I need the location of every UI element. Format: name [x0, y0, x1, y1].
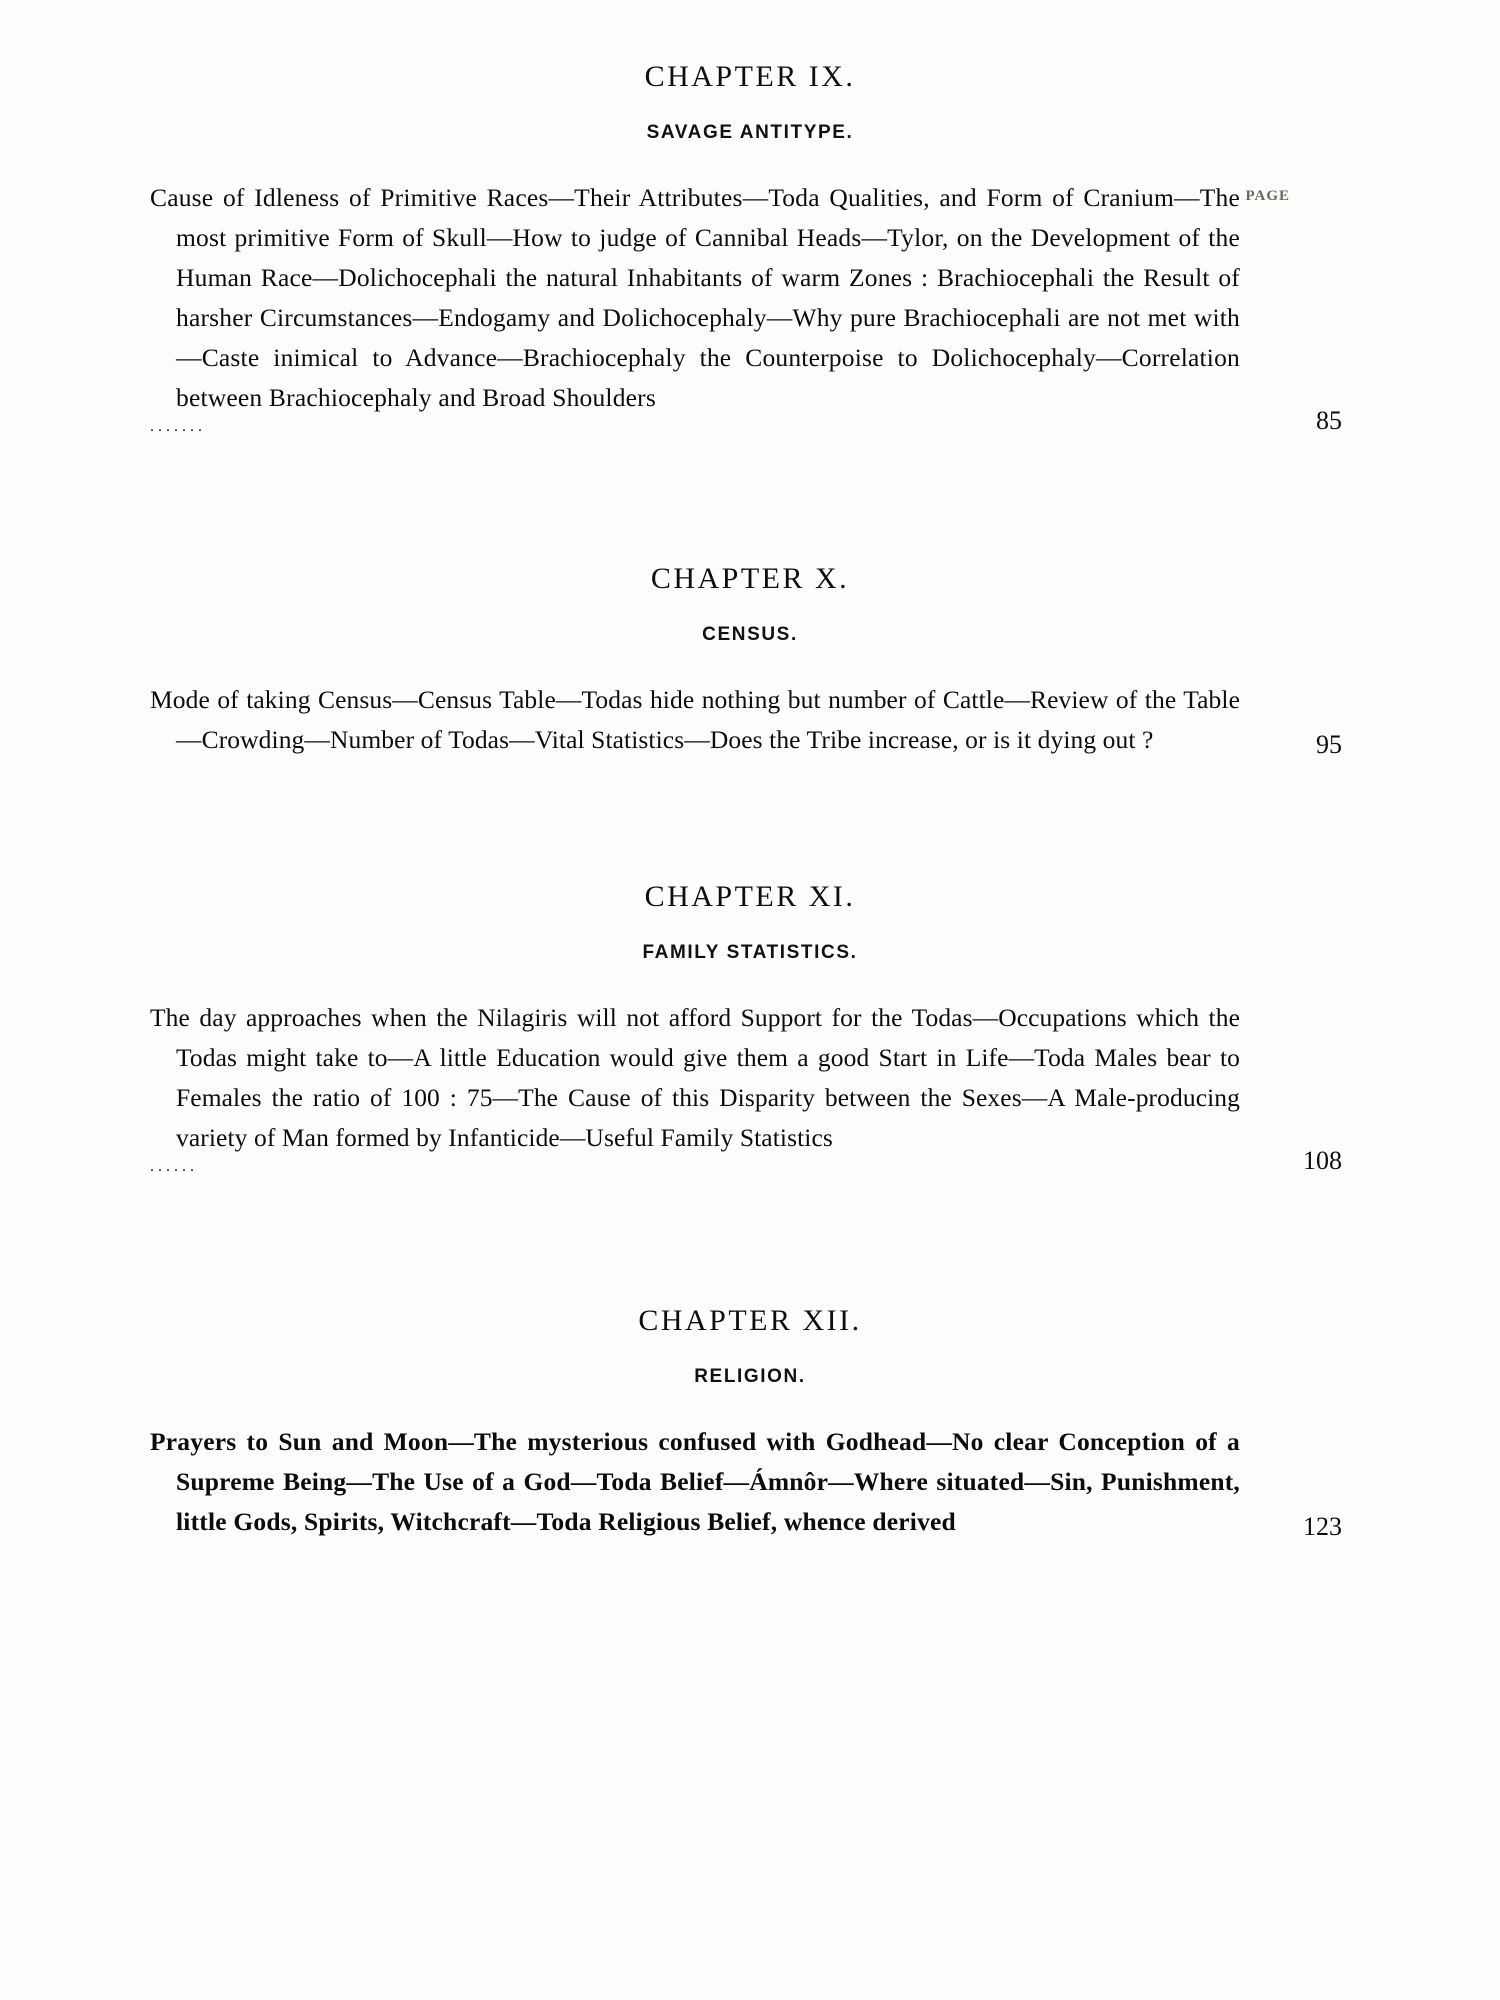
chapter-summary-row — [150, 178, 1350, 436]
chapter-summary-text: Mode of taking Census—Census Table—Todas hide nothing but number of Cattle—Review of the Table—Crowding—Number of Todas—Vital Statistics—Does the Tribe increase, or is it dying out ? — [150, 685, 1240, 754]
chapter-title: CHAPTER XII. — [638, 1304, 862, 1337]
chapter-title: CHAPTER IX. — [644, 60, 856, 93]
toc-entry-chapter-xi — [150, 880, 1350, 1176]
chapter-subtitle: CENSUS. — [702, 624, 798, 645]
chapter-title: CHAPTER X. — [650, 562, 850, 595]
page-number: 85 — [1316, 406, 1342, 435]
dot-leader: . . . . . . — [150, 1158, 194, 1175]
page-number: 108 — [1303, 1146, 1342, 1175]
chapter-title: CHAPTER XI. — [644, 880, 856, 913]
page-number: 123 — [1303, 1512, 1342, 1541]
chapter-summary-row — [150, 998, 1350, 1176]
page-column-header: PAGE — [1245, 188, 1290, 204]
page-number: 95 — [1316, 730, 1342, 759]
chapter-subtitle: FAMILY STATISTICS. — [642, 942, 858, 963]
toc-entry-chapter-xii — [150, 1304, 1350, 1542]
dot-leader: . . . . . . . — [150, 418, 202, 435]
chapter-summary-text: The day approaches when the Nilagiris will not afford Support for the Todas—Occupations which the Todas might take to—A little Education would give them a good Start in Life—Toda Males bear to Females the ratio of 100 : 75—The Cause of this Disparity between the Sexes—A Male-producing variety of Man formed by Infanticide—Useful Family Statistics — [150, 1003, 1240, 1152]
chapter-summary-text: Cause of Idleness of Primitive Races—Their Attributes—Toda Qualities, and Form of Cranium—The most primitive Form of Skull—How to judge of Cannibal Heads—Tylor, on the Development of the Human Race—Dolichocephali the natural Inhabitants of warm Zones : Brachiocephali the Result of harsher Circumstances—Endogamy and Dolichocephaly—Why pure Brachiocephali are not met with—Caste inimical to Advance—Brachiocephaly the Counterpoise to Dolichocephaly—Correlation between Brachiocephaly and Broad Shoulders — [150, 183, 1240, 412]
chapter-summary-row — [150, 1422, 1350, 1542]
chapter-summary-row — [150, 680, 1350, 760]
chapter-subtitle: RELIGION. — [694, 1366, 806, 1387]
toc-entry-chapter-x — [150, 562, 1350, 760]
chapter-subtitle: SAVAGE ANTITYPE. — [646, 122, 854, 143]
toc-entry-chapter-ix — [150, 60, 1350, 436]
chapter-summary-text: Prayers to Sun and Moon—The mysterious confused with Godhead—No clear Conception of a Supreme Being—The Use of a God—Toda Belief—Ámnôr—Where situated—Sin, Punishment, little Gods, Spirits, Witchcraft—Toda Religious Belief, whence derived — [150, 1427, 1240, 1536]
table-of-contents — [150, 60, 1350, 1542]
